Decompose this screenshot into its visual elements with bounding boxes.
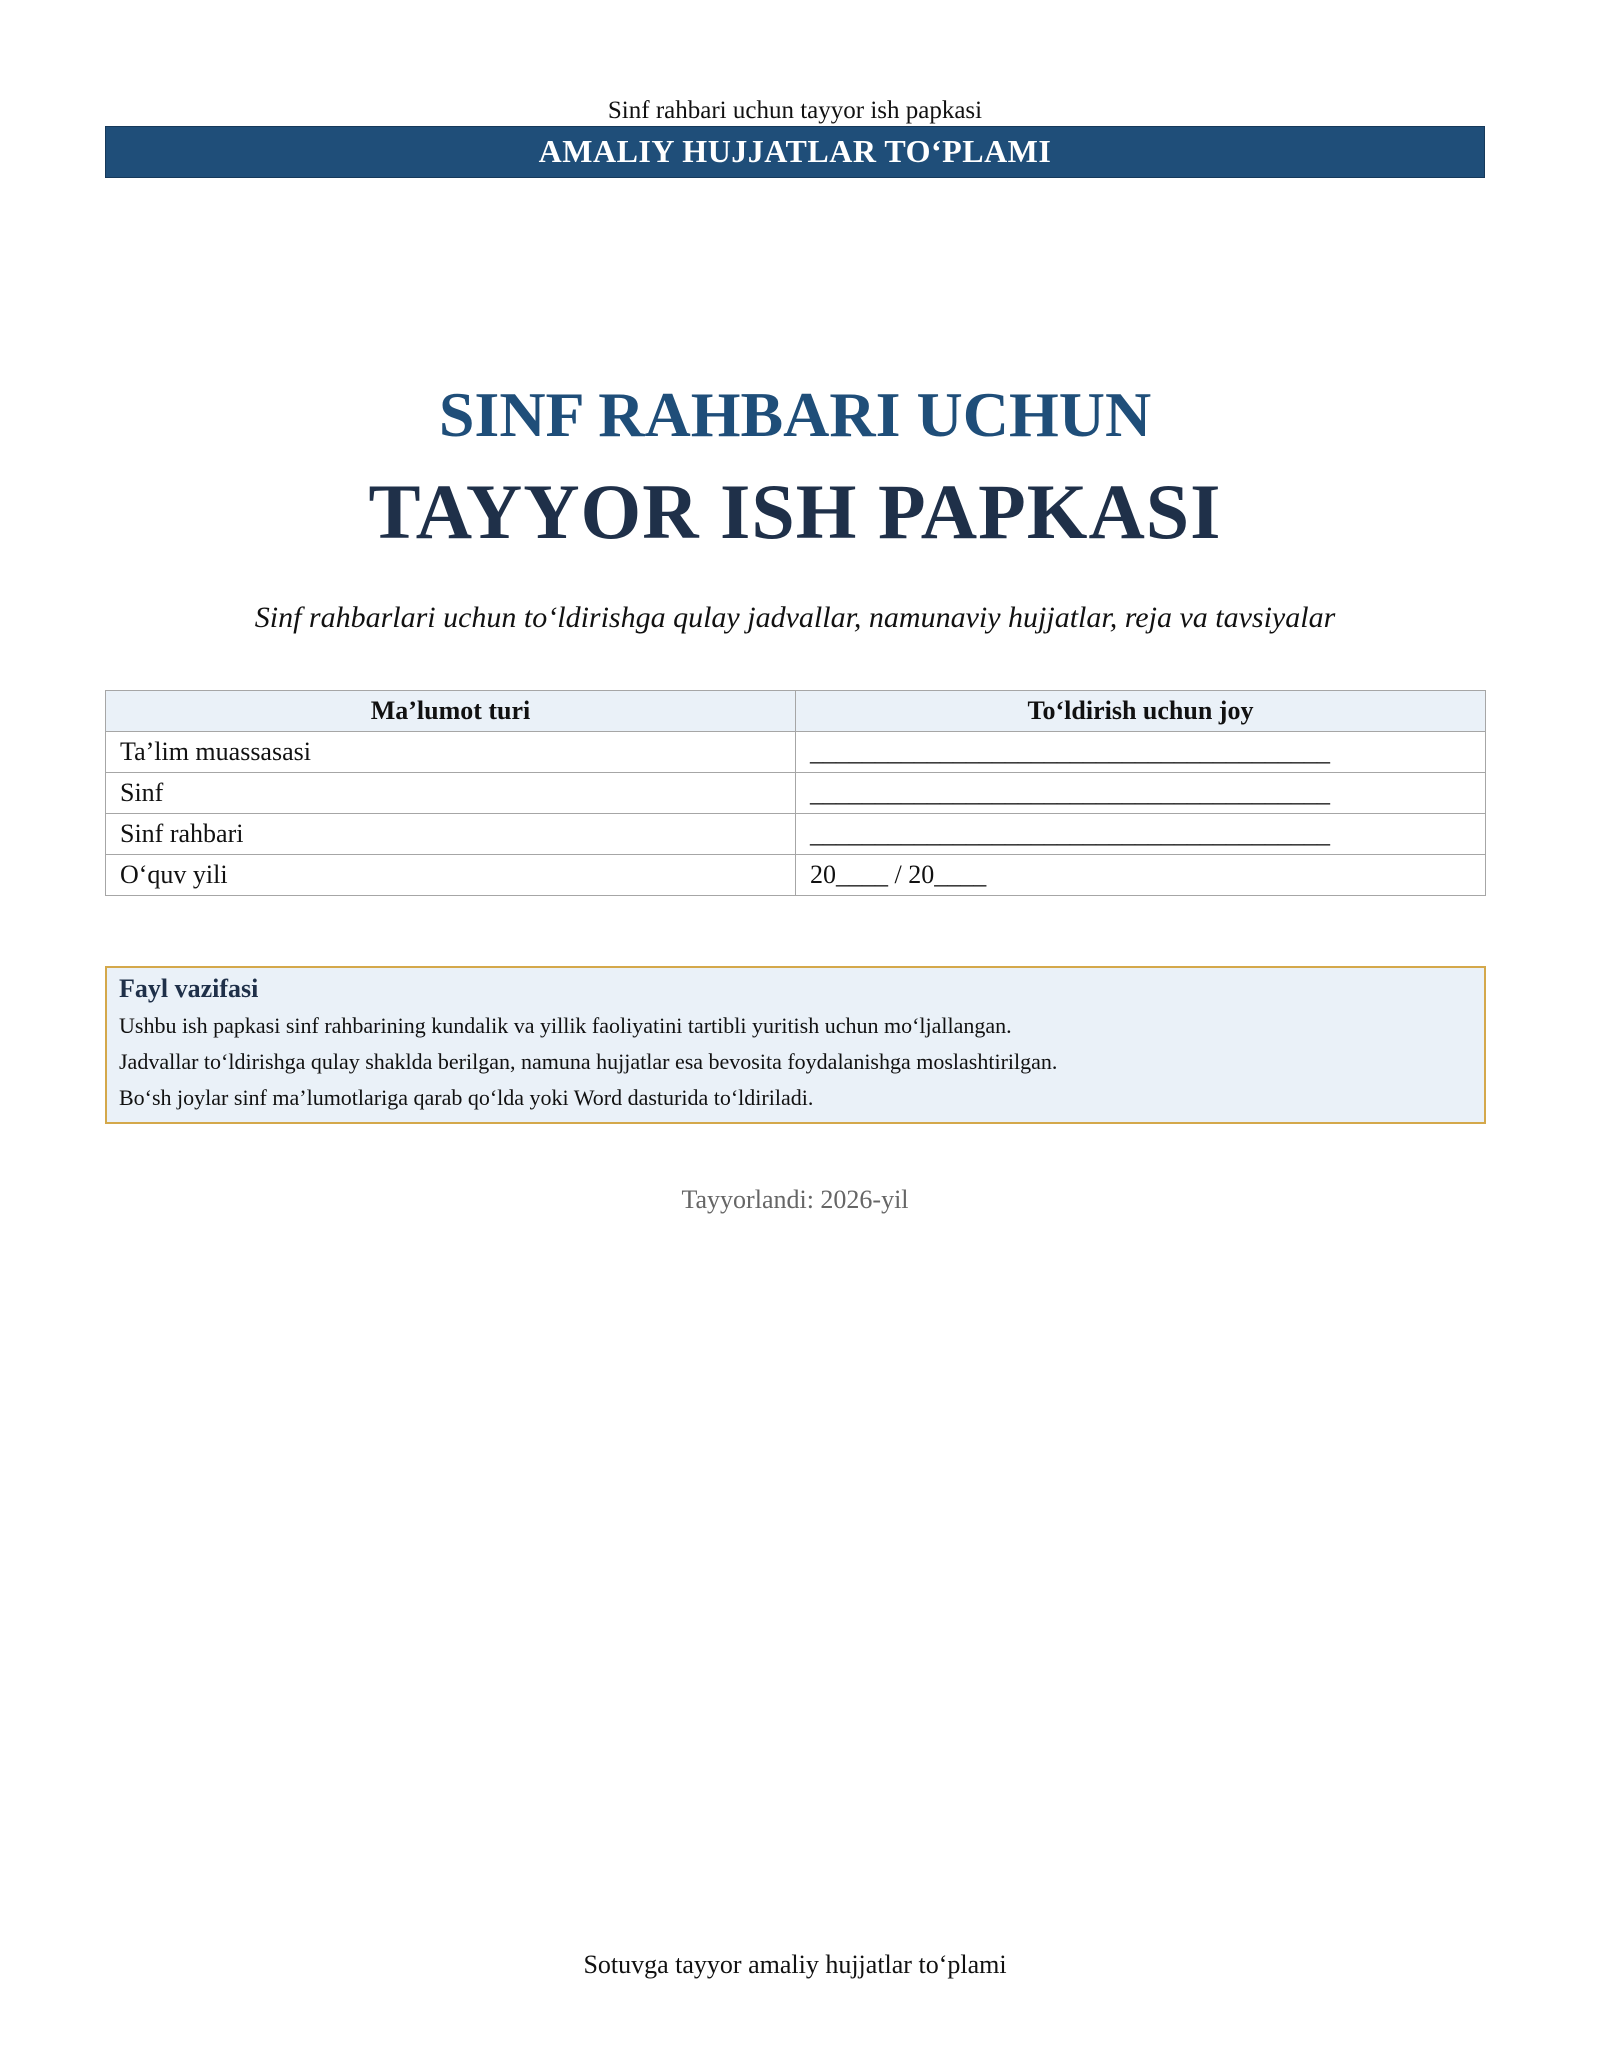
table-row xyxy=(106,773,1486,814)
table-row xyxy=(106,814,1486,855)
table-header-row xyxy=(106,691,1486,732)
title-block xyxy=(105,370,1485,564)
row-label: Sinf rahbari xyxy=(106,814,796,855)
fill-blank: 20____ / 20____ xyxy=(796,855,1486,896)
tagline: Sinf rahbarlari uchun to‘ldirishga qulay jadvallar, namunaviy hujjatlar, reja va tavsiyalar xyxy=(254,601,1336,634)
page-title-line1: SINF RAHBARI UCHUN xyxy=(438,379,1152,450)
note-box xyxy=(105,966,1486,1124)
table-row xyxy=(106,732,1486,773)
info-table xyxy=(105,690,1486,896)
prepared-date: Tayyorlandi: 2026-yil xyxy=(681,1185,909,1214)
row-label: O‘quv yili xyxy=(106,855,796,896)
fill-blank: ________________________________________ xyxy=(796,814,1486,855)
fill-blank: ________________________________________ xyxy=(796,732,1486,773)
column-header-type: Ma’lumot turi xyxy=(106,691,796,732)
header-band: AMALIY HUJJATLAR TO‘PLAMI xyxy=(105,126,1485,178)
header-subtitle: Sinf rahbari uchun tayyor ish papkasi xyxy=(607,97,983,124)
page-footer: Sotuvga tayyor amaliy hujjatlar to‘plami xyxy=(583,1950,1007,1979)
note-line: Ushbu ish papkasi sinf rahbarining kundalik va yillik faoliyatini tartibli yuritish uchun mo‘ljallangan. xyxy=(119,1013,1012,1038)
page-header xyxy=(105,96,1485,178)
row-label: Sinf xyxy=(106,773,796,814)
table-row xyxy=(106,855,1486,896)
row-label: Ta’lim muassasasi xyxy=(106,732,796,773)
note-title: Fayl vazifasi xyxy=(119,974,259,1003)
column-header-fill: To‘ldirish uchun joy xyxy=(796,691,1486,732)
fill-blank: ________________________________________ xyxy=(796,773,1486,814)
note-line: Bo‘sh joylar sinf ma’lumotlariga qarab qo‘lda yoki Word dasturida to‘ldiriladi. xyxy=(119,1085,814,1110)
note-line: Jadvallar to‘ldirishga qulay shaklda berilgan, namuna hujjatlar esa bevosita foydalanishga moslashtirilgan. xyxy=(119,1049,1058,1074)
page-title-line2: TAYYOR ISH PAPKASI xyxy=(368,468,1222,555)
